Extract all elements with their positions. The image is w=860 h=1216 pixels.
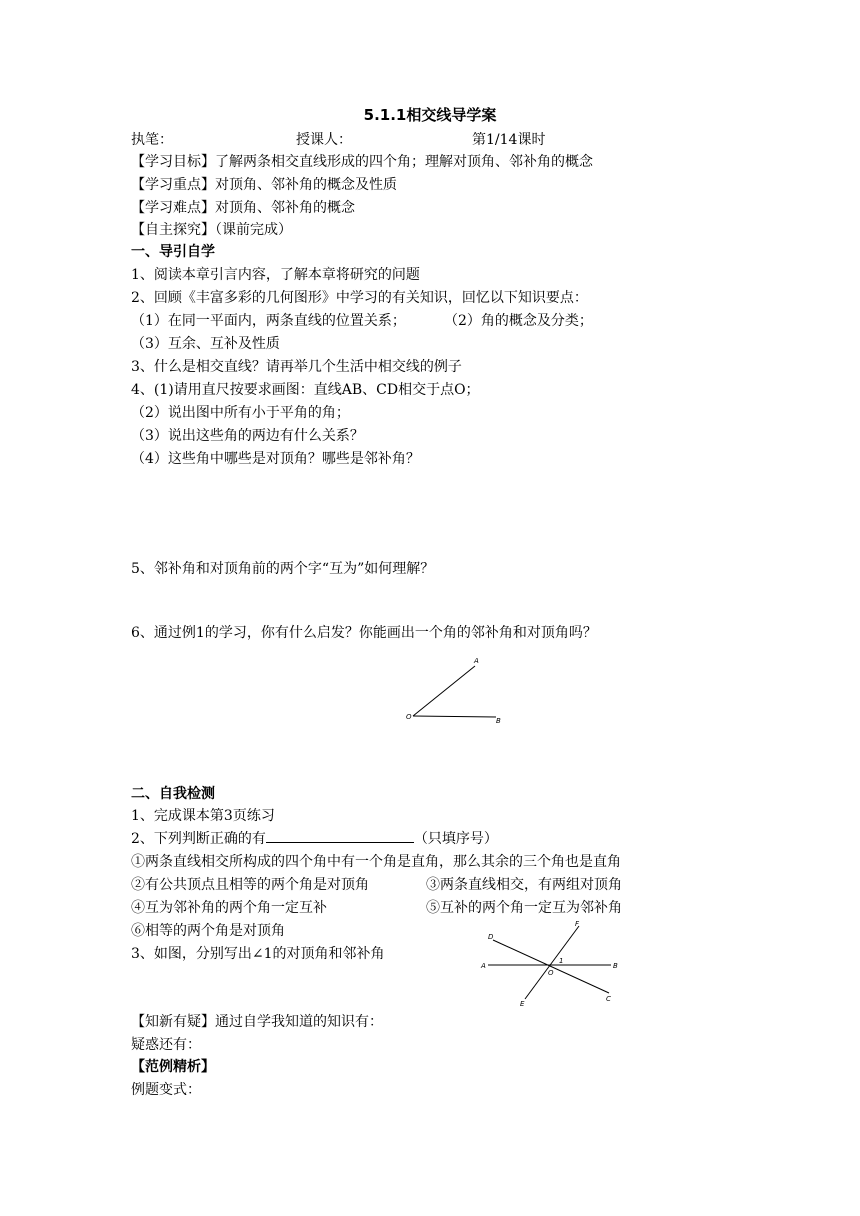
author-label: 执笔： bbox=[131, 132, 173, 148]
page-title: 5.1.1相交线导学案 bbox=[363, 106, 497, 124]
knowledge-tag: 【知新有疑】 bbox=[131, 1014, 215, 1030]
statement: ⑥相等的两个角是对顶角 bbox=[131, 923, 285, 939]
statement: ①两条直线相交所构成的四个角中有一个角是直角，那么其余的三个角也是直角 bbox=[131, 854, 621, 870]
list-item: 3、什么是相交直线？请再举几个生活中相交线的例子 bbox=[131, 359, 462, 375]
example-heading: 【范例精析】 bbox=[131, 1059, 215, 1075]
knowledge-line bbox=[131, 1011, 383, 1033]
knowledge-text: 通过自学我知道的知识有： bbox=[215, 1014, 383, 1030]
goal-tag: 【学习目标】 bbox=[131, 154, 215, 170]
item2-suffix: （只填序号） bbox=[413, 831, 498, 847]
doubts-line: 疑惑还有： bbox=[131, 1037, 201, 1053]
list-item: 4、(1)请用直尺按要求画图：直线AB、CD相交于点O； bbox=[131, 382, 480, 398]
label-a: A bbox=[481, 962, 486, 970]
list-item: 6、通过例1的学习，你有什么启发？你能画出一个角的邻补角和对顶角吗？ bbox=[131, 625, 597, 641]
statement: ③两条直线相交，有两组对顶角 bbox=[426, 877, 622, 893]
item2-prefix: 2、下列判断正确的有 bbox=[131, 831, 266, 847]
learning-key bbox=[131, 174, 397, 196]
list-item: （4）这些角中哪些是对顶角？哪些是邻补角？ bbox=[131, 451, 420, 467]
label-f: F bbox=[575, 920, 580, 928]
answer-blank[interactable] bbox=[266, 828, 414, 843]
statement: ⑤互补的两个角一定互为邻补角 bbox=[426, 900, 622, 916]
label-c: C bbox=[606, 995, 611, 1003]
list-item: （3）说出这些角的两边有什么关系？ bbox=[131, 428, 364, 444]
variant-line: 例题变式： bbox=[131, 1082, 201, 1098]
ray-ob bbox=[413, 716, 496, 717]
teacher-label: 授课人： bbox=[296, 132, 352, 148]
label-e: E bbox=[520, 1000, 525, 1008]
ray-oa bbox=[413, 666, 475, 716]
label-o: O bbox=[406, 713, 412, 721]
intersecting-lines-figure bbox=[478, 918, 628, 1008]
list-item: 1、阅读本章引言内容，了解本章将研究的问题 bbox=[131, 267, 420, 283]
line-dc bbox=[493, 940, 609, 993]
statement: ②有公共顶点且相等的两个角是对顶角 bbox=[131, 877, 369, 893]
list-item: 3、如图，分别写出∠1的对顶角和邻补角 bbox=[131, 946, 385, 962]
list-item: （3）互余、互补及性质 bbox=[131, 336, 280, 352]
angle-figure bbox=[400, 650, 510, 730]
label-d: D bbox=[488, 933, 494, 941]
hard-tag: 【学习难点】 bbox=[131, 200, 215, 216]
label-o: O bbox=[548, 969, 554, 977]
line-fe bbox=[525, 926, 579, 999]
goal-text: 了解两条相交直线形成的四个角；理解对顶角、邻补角的概念 bbox=[215, 154, 593, 170]
label-angle-1: 1 bbox=[559, 957, 564, 965]
statement: ④互为邻补角的两个角一定互补 bbox=[131, 900, 327, 916]
learning-goal bbox=[131, 151, 593, 173]
list-item bbox=[131, 828, 498, 850]
section2-heading: 二、自我检测 bbox=[131, 786, 215, 802]
list-item: （2）说出图中所有小于平角的角； bbox=[131, 405, 350, 421]
section1-heading: 一、导引自学 bbox=[131, 244, 215, 260]
explore-text: （课前完成） bbox=[215, 222, 292, 238]
self-explore bbox=[131, 219, 292, 241]
label-b: B bbox=[613, 962, 618, 970]
list-item: （1）在同一平面内，两条直线的位置关系； bbox=[131, 313, 406, 329]
learning-difficulty bbox=[131, 197, 355, 219]
period-label: 第1/14课时 bbox=[472, 132, 546, 148]
list-item: 1、完成课本第3页练习 bbox=[131, 808, 275, 824]
list-item: 5、邻补角和对顶角前的两个字“互为”如何理解？ bbox=[131, 561, 435, 577]
explore-tag: 【自主探究】 bbox=[131, 222, 215, 238]
label-b: B bbox=[496, 717, 501, 725]
hard-text: 对顶角、邻补角的概念 bbox=[215, 200, 355, 216]
list-item: 2、回顾《丰富多彩的几何图形》中学习的有关知识，回忆以下知识要点： bbox=[131, 290, 588, 306]
label-a: A bbox=[474, 657, 479, 665]
key-text: 对顶角、邻补角的概念及性质 bbox=[215, 177, 397, 193]
key-tag: 【学习重点】 bbox=[131, 177, 215, 193]
list-item: （2）角的概念及分类； bbox=[444, 313, 593, 329]
